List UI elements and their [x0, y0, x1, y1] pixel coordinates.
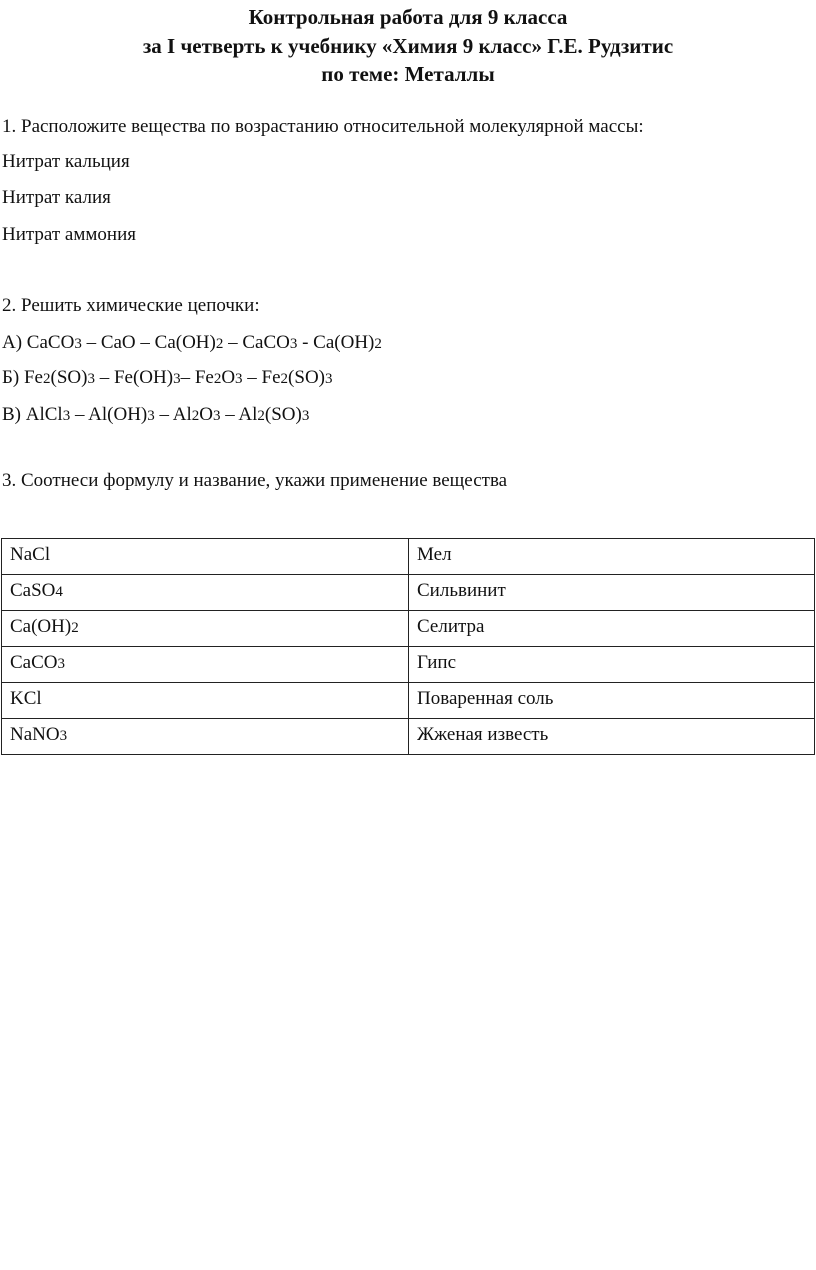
- formula-text: KCl: [10, 688, 42, 709]
- chain-text: Б) Fe: [2, 367, 43, 388]
- table-row: [2, 683, 815, 719]
- chain-index: 3: [74, 336, 82, 352]
- formula-cell: [2, 647, 409, 683]
- chain-index: 3: [289, 336, 298, 352]
- chain-text: В) AlCl: [2, 404, 63, 425]
- table-row: [2, 647, 815, 683]
- formula-text: NaCl: [10, 544, 51, 565]
- name-cell: Мел: [409, 539, 815, 575]
- title-line-1: Контрольная работа для 9 класса: [248, 5, 568, 29]
- formula-index: 3: [59, 728, 68, 744]
- chain-text: - Ca(OH): [297, 332, 375, 353]
- chain-text: – CaO – Ca(OH): [81, 332, 216, 353]
- chain-text: – Al: [220, 404, 258, 425]
- name-cell: Жженая известь: [409, 719, 815, 755]
- table-row: [2, 611, 815, 647]
- table-row: [2, 719, 815, 755]
- chain-text: – CaCO: [223, 332, 290, 353]
- chain-index: 3: [301, 408, 310, 424]
- title-line-3: по теме: Металлы: [321, 62, 495, 86]
- formula-cell: [2, 611, 409, 647]
- chain-text: (SO): [50, 367, 88, 388]
- task-1-item: Нитрат аммония: [2, 224, 136, 245]
- task-1-prompt: 1. Расположите вещества по возрастанию относительной молекулярной массы:: [2, 116, 644, 137]
- chain-c: [2, 403, 309, 428]
- task-1-item: Нитрат калия: [2, 187, 111, 208]
- name-cell: Гипс: [409, 647, 815, 683]
- formula-index: 3: [57, 656, 65, 672]
- chain-text: – Fe(OH): [94, 367, 174, 388]
- matching-table: [1, 538, 815, 755]
- task-1-item: Нитрат кальция: [2, 151, 130, 172]
- chain-index: 3: [87, 371, 95, 387]
- chain-text: O: [221, 367, 236, 388]
- chain-index: 3: [173, 371, 181, 387]
- formula-text: CaSO: [10, 580, 56, 601]
- chain-index: 3: [325, 371, 333, 387]
- chain-index: 2: [215, 336, 224, 352]
- name-cell: Поваренная соль: [409, 683, 815, 719]
- formula-cell: [2, 575, 409, 611]
- name-cell: Сильвинит: [409, 575, 815, 611]
- chain-text: А) CaCO: [2, 332, 75, 353]
- formula-index: 2: [71, 620, 79, 636]
- formula-text: Ca(OH): [10, 616, 72, 637]
- chain-index: 2: [280, 371, 289, 387]
- chain-b: [2, 366, 333, 391]
- chain-index: 2: [257, 408, 265, 424]
- chain-index: 3: [212, 408, 221, 424]
- formula-cell: [2, 539, 409, 575]
- chain-index: 3: [147, 408, 155, 424]
- chain-text: – Fe: [242, 367, 281, 388]
- table-row: [2, 539, 815, 575]
- formula-text: NaNO: [10, 724, 60, 745]
- chain-index: 2: [191, 408, 200, 424]
- title-line-2: за I четверть к учебнику «Химия 9 класс» Г.Е. Рудзитис: [142, 34, 674, 58]
- formula-cell: [2, 719, 409, 755]
- task-3-prompt: 3. Соотнеси формулу и название, укажи применение вещества: [2, 470, 508, 491]
- chain-text: – Fe: [180, 367, 214, 388]
- chain-text: – Al(OH): [70, 404, 148, 425]
- chain-index: 2: [374, 336, 382, 352]
- chain-a: [2, 331, 382, 356]
- chain-text: (SO): [288, 367, 325, 388]
- chain-text: (SO): [264, 404, 302, 425]
- chain-index: 3: [235, 371, 243, 387]
- formula-index: 4: [55, 584, 63, 600]
- formula-cell: [2, 683, 409, 719]
- chain-text: – Al: [154, 404, 192, 425]
- chain-index: 2: [43, 371, 51, 387]
- name-cell: Селитра: [409, 611, 815, 647]
- formula-text: CaCO: [10, 652, 58, 673]
- chain-index: 3: [62, 408, 71, 424]
- table-row: [2, 575, 815, 611]
- task-2-prompt: 2. Решить химические цепочки:: [2, 295, 260, 316]
- chain-text: O: [199, 404, 213, 425]
- chain-index: 2: [213, 371, 222, 387]
